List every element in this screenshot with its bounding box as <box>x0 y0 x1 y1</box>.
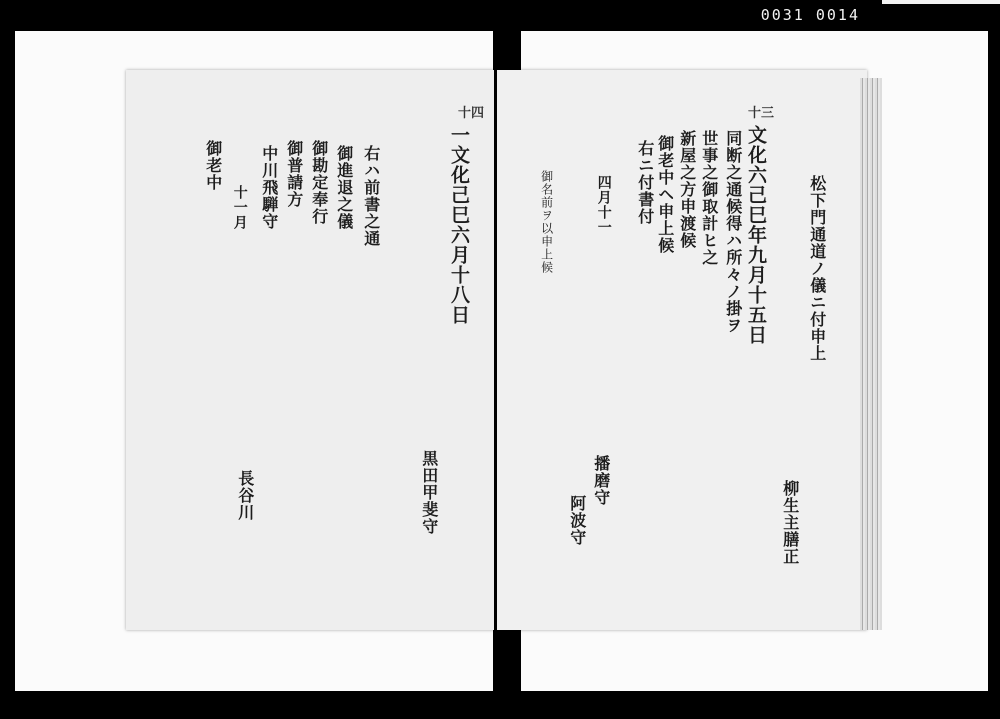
left-column-8: 十一月 <box>231 185 248 230</box>
frame-number-label: 0031 0014 <box>760 6 860 24</box>
left-column-5: 御勘定奉行 <box>309 140 329 225</box>
right-column-8: 右ニ付書付 <box>635 140 655 225</box>
right-page-header-mark: 十三 <box>748 106 775 121</box>
left-column-2: 黒田甲斐守 <box>419 450 439 535</box>
left-page-header-mark: 十四 <box>458 106 485 121</box>
left-column-3: 右ハ前書之通 <box>361 145 381 247</box>
right-column-4: 世事之御取計ヒ之 <box>699 130 719 266</box>
right-column-9: 御名前ヲ以申上候 <box>539 170 554 274</box>
right-column-11: 阿波守 <box>567 495 587 546</box>
right-column-7: 四月十一 <box>595 175 612 235</box>
right-column-2: 柳生主膳正 <box>780 480 800 565</box>
left-column-7: 中川飛騨守 <box>259 145 279 230</box>
page-edges <box>860 78 882 630</box>
right-column-3: 同断之通候得ハ所々ノ掛ヲ <box>723 130 743 334</box>
right-column-5: 新屋之方申渡候 <box>677 130 697 249</box>
right-column-6: 御老中ヘ申上候 <box>655 135 675 254</box>
left-column-9: 長谷川 <box>235 470 255 521</box>
left-column-10: 御老中 <box>203 140 223 191</box>
left-column-6: 御普請方 <box>284 140 304 208</box>
right-title-column: 文化六己巳年九月十五日 <box>744 125 767 345</box>
left-column-4: 御進退之儀 <box>334 145 354 230</box>
right-column-10: 播磨守 <box>591 455 611 506</box>
right-column-1: 松下門通道ノ儀ニ付申上 <box>807 175 827 362</box>
left-title-column: 一文化己巳六月十八日 <box>447 125 470 325</box>
frame-corner-mark <box>882 0 1000 4</box>
